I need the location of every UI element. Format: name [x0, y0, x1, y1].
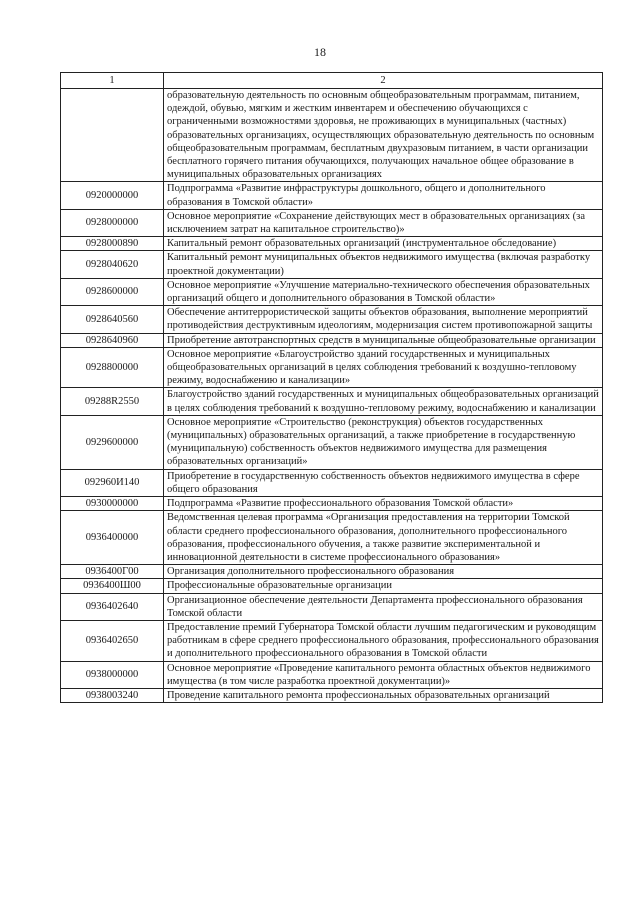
row-code: 0928000000: [61, 209, 164, 236]
row-code: [61, 89, 164, 182]
row-code: 0938000000: [61, 661, 164, 688]
row-description: Приобретение автотранспортных средств в муниципальные общеобразовательные организации: [164, 333, 603, 347]
row-code: 0936400000: [61, 511, 164, 565]
row-description: Капитальный ремонт образовательных организаций (инструментальное обследование): [164, 237, 603, 251]
table-row: [61, 661, 603, 688]
table-row: [61, 511, 603, 565]
column-header-code: 1: [61, 73, 164, 89]
row-code: 0938003240: [61, 688, 164, 702]
table-row: [61, 251, 603, 278]
table-header-row: [61, 73, 603, 89]
row-description: Предоставление премий Губернатора Томской области лучшим педагогическим и руководящим работникам в сфере среднего профессионального образования, профессионального образования и дополнительного профессионального образования в Томской области: [164, 620, 603, 661]
row-code: 0936400Г00: [61, 565, 164, 579]
row-code: 0936402650: [61, 620, 164, 661]
table-row: [61, 388, 603, 415]
row-description: Организационное обеспечение деятельности Департамента профессионального образования Томской области: [164, 593, 603, 620]
row-code: 0928640560: [61, 306, 164, 333]
table-row: [61, 347, 603, 388]
row-code: 0928600000: [61, 278, 164, 305]
row-code: 0928640960: [61, 333, 164, 347]
row-description: Подпрограмма «Развитие профессионального образования Томской области»: [164, 497, 603, 511]
row-description: Основное мероприятие «Благоустройство зданий государственных и муниципальных общеобразовательных организаций в целях соблюдения требований к воздушно-тепловому режиму, водоснабжению и канализации»: [164, 347, 603, 388]
row-description: Профессиональные образовательные организации: [164, 579, 603, 593]
row-code: 0930000000: [61, 497, 164, 511]
row-description: Приобретение в государственную собственность объектов недвижимого имущества в сфере общего образования: [164, 469, 603, 496]
row-description: Проведение капитального ремонта профессиональных образовательных организаций: [164, 688, 603, 702]
row-code: 0920000000: [61, 182, 164, 209]
table-row: [61, 415, 603, 469]
row-description: Организация дополнительного профессионального образования: [164, 565, 603, 579]
table-row: [61, 278, 603, 305]
table-row: [61, 688, 603, 702]
row-description: Ведомственная целевая программа «Организация предоставления на территории Томской области среднего профессионального образования, дополнительного профессионального образования, профессионального обучения, а также развитие экспериментальной и инновационной деятельности в системе профессионального образования»: [164, 511, 603, 565]
row-code: 092960И140: [61, 469, 164, 496]
row-code: 0928000890: [61, 237, 164, 251]
row-description: Основное мероприятие «Улучшение материально-технического обеспечения образовательных организаций общего и дополнительного образования в Томской области»: [164, 278, 603, 305]
table-row: [61, 497, 603, 511]
row-code: 0928040620: [61, 251, 164, 278]
table-row: [61, 182, 603, 209]
row-description: Подпрограмма «Развитие инфраструктуры дошкольного, общего и дополнительного образования в Томской области»: [164, 182, 603, 209]
table-row: [61, 565, 603, 579]
table-row: [61, 469, 603, 496]
table-row: [61, 209, 603, 236]
row-code: 0936400Ш00: [61, 579, 164, 593]
row-description: Капитальный ремонт муниципальных объектов недвижимого имущества (включая разработку проектной документации): [164, 251, 603, 278]
table-row: [61, 237, 603, 251]
table-row: [61, 306, 603, 333]
row-code: 0936402640: [61, 593, 164, 620]
row-description: образовательную деятельность по основным общеобразовательным программам, питанием, одеждой, обувью, мягким и жестким инвентарем и обеспечению обучающихся с ограниченными возможностями здоровья, не проживающих в муниципальных (частных) образовательных организациях, осуществляющих образовательную деятельность по основным общеобразовательным программам, бесплатным двухразовым питанием, в части организации бесплатного горячего питания обучающихся, получающих начальное общее образование в муниципальных образовательных организациях: [164, 89, 603, 182]
budget-code-table: [60, 72, 603, 703]
row-code: 09288R2550: [61, 388, 164, 415]
row-description: Благоустройство зданий государственных и муниципальных общеобразовательных организаций в целях соблюдения требований к воздушно-тепловому режиму, водоснабжению и канализации: [164, 388, 603, 415]
table-row: [61, 89, 603, 182]
row-code: 0929600000: [61, 415, 164, 469]
row-description: Основное мероприятие «Сохранение действующих мест в образовательных организациях (за исключением затрат на капитальное строительство)»: [164, 209, 603, 236]
row-code: 0928800000: [61, 347, 164, 388]
table-row: [61, 620, 603, 661]
page-number: 18: [314, 45, 326, 59]
row-description: Обеспечение антитеррористической защиты объектов образования, выполнение мероприятий противодействия деструктивным идеологиям, модернизация систем противопожарной защиты: [164, 306, 603, 333]
table-row: [61, 333, 603, 347]
row-description: Основное мероприятие «Строительство (реконструкция) объектов государственных (муниципальных) образовательных организаций, а также приобретение в государственную (муниципальную) собственность объектов недвижимого имущества для размещения образовательных организаций»: [164, 415, 603, 469]
table-row: [61, 579, 603, 593]
row-description: Основное мероприятие «Проведение капитального ремонта областных объектов недвижимого имущества (в том числе разработка проектной документации)»: [164, 661, 603, 688]
table-row: [61, 593, 603, 620]
column-header-description: 2: [164, 73, 603, 89]
